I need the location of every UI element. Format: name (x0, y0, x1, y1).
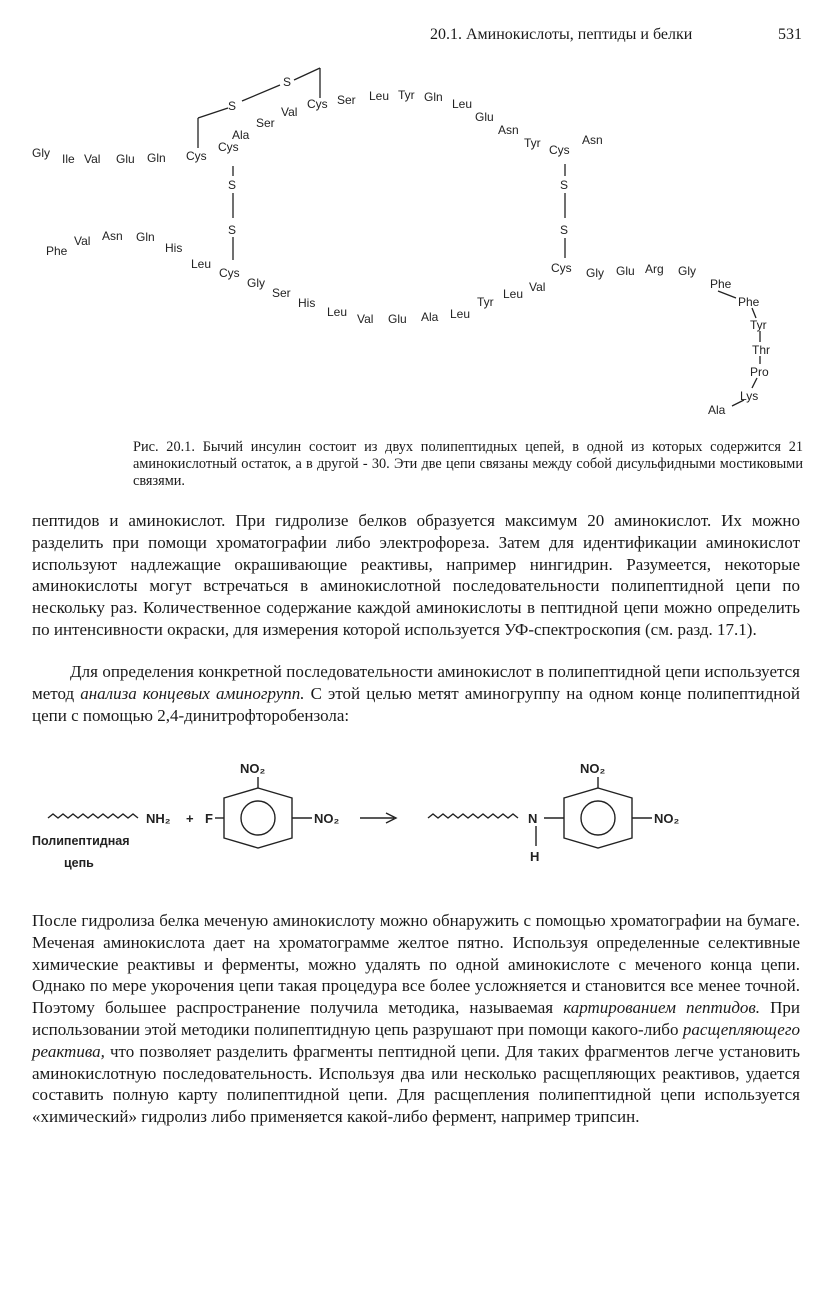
amino-group: NH₂ (146, 811, 171, 826)
residue: Leu (450, 307, 471, 321)
residue: Phe (738, 295, 760, 309)
residue: Ile (62, 152, 75, 166)
residue: Tyr (524, 136, 541, 150)
sulfur-atom: S (228, 178, 237, 192)
residue: Lys (740, 389, 759, 403)
figure-caption: Рис. 20.1. Бычий инсулин состоит из двух полипептидных цепей, в одной из которых содержится 21 аминокислотный остаток, а в другой - 30. Эти две цепи связаны между собой дисульфидными мостиковыми связями. (133, 439, 803, 489)
residue: Pro (750, 365, 769, 379)
residue: His (298, 296, 316, 310)
residue: Thr (752, 343, 770, 357)
residue: Ala (232, 128, 250, 142)
residue: Phe (46, 244, 68, 258)
residue: His (165, 241, 183, 255)
residue: Glu (116, 152, 135, 166)
residue: Gln (424, 90, 443, 104)
polypeptide-chain-wave (428, 814, 518, 818)
paragraph-text: После гидролиза белка меченую аминокислоту можно обнаружить с помощью хроматографии на бумаге. Меченая аминокислота дает на хроматограмме желтое пятно. Используя определенные селективные химические реактивы и ферменты, можно удалять по одной аминокислоте с меченого конца цепи. Однако по мере укорочения цепи такая процедура все более усложняется и становится все менее точной. Поэтому большее распространение получила методика, называемая (32, 911, 800, 1018)
nitro-group: NO₂ (240, 761, 266, 776)
residue: Val (281, 105, 298, 119)
residue: Gln (136, 230, 155, 244)
sulfur-atom: S (560, 223, 569, 237)
nitro-group: NO₂ (654, 811, 680, 826)
residue: Glu (616, 264, 635, 278)
paragraph-3 (32, 910, 800, 1128)
residue: Cys (219, 266, 240, 280)
residue: Leu (327, 305, 348, 319)
benzene-ring (564, 788, 632, 848)
sulfur-atom: S (228, 99, 237, 113)
residue: Gln (147, 151, 166, 165)
hydrogen-atom: H (530, 849, 540, 864)
nitrogen-atom: N (528, 811, 538, 826)
residue: Ser (272, 286, 291, 300)
residue: Val (529, 280, 546, 294)
plus-sign: + (186, 811, 194, 826)
residue: Ala (421, 310, 439, 324)
residue: Cys (307, 97, 328, 111)
residue: Gly (32, 146, 50, 160)
fluorine-atom: F (205, 811, 213, 826)
residue: Leu (369, 89, 390, 103)
term-end-group-analysis: анализа концевых аминогрупп. (80, 683, 305, 703)
polypeptide-label: цепь (64, 856, 94, 870)
paragraph-text: С этой целью метят аминогруппу на одном конце полипептидной цепи с помощью 2,4-динитрофторобензола: (32, 683, 800, 725)
residue: Arg (645, 262, 664, 276)
residue: Asn (498, 123, 519, 137)
residue: Cys (551, 261, 572, 275)
residue: Ala (708, 403, 726, 417)
residue: Leu (503, 287, 524, 301)
residue: Tyr (477, 295, 494, 309)
residue: Cys (218, 140, 239, 154)
sulfur-atom: S (228, 223, 237, 237)
residue: Gly (247, 276, 265, 290)
residue: Gly (678, 264, 696, 278)
residue: Val (357, 312, 374, 326)
paragraph-text: что позволяет разделить фрагменты пептидной цепи. Для таких фрагментов легче установить аминокислотную последовательность. Используя два или несколько расщепляющих реактивов, удается составить полную карту полипептидной цепи. Для расщепления полипептидной цепи используется «химический» гидролиз либо применяется какой-либо фермент, например трипсин. (32, 1041, 800, 1127)
polypeptide-chain-wave (48, 814, 138, 818)
residue: Leu (191, 257, 212, 271)
residue: Tyr (398, 88, 415, 102)
paragraph-text: Для определения конкретной последовательности аминокислот в полипептидной цепи используется метод (32, 662, 800, 703)
sulfur-atom: S (560, 178, 569, 192)
nitro-group: NO₂ (314, 811, 340, 826)
residue: Val (84, 152, 101, 166)
polypeptide-label: Полипептидная (32, 834, 130, 848)
residue: Asn (102, 229, 123, 243)
residue: Ser (256, 116, 275, 130)
benzene-ring (224, 788, 292, 848)
residue: Glu (475, 110, 494, 124)
nitro-group: NO₂ (580, 761, 606, 776)
sulfur-atom: S (283, 75, 292, 89)
paragraph-text: При использовании этой методики полипептидную цепь разрушают при помощи какого-либо (32, 998, 801, 1039)
section-title: 20.1. Аминокислоты, пептиды и белки (430, 26, 693, 43)
residue: Cys (549, 143, 570, 157)
residue: Gly (586, 266, 604, 280)
residue: Phe (710, 277, 732, 291)
residue: Cys (186, 149, 207, 163)
paragraph-text: пептидов и аминокислот. При гидролизе белков образуется максимум 20 аминокислот. Их можно разделить при помощи хроматографии либо электрофореза. Затем для идентификации аминокислот используют надлежащие окрашивающие реактивы, например нингидрин. Разумеется, некоторые аминокислоты могут встречаться в аминокислотной последовательности полипептидной цепи по нескольку раз. Количественное содержание каждой аминокислоты в пептидной цепи можно определить по интенсивности окраски, для измерения которой используется УФ-спектроскопия (см. разд. 17.1). (32, 511, 800, 639)
term-cleaving-reagent: расщепляющего реактива, (32, 1019, 800, 1061)
page-number: 531 (778, 26, 802, 43)
residue: Val (74, 234, 91, 248)
residue: Glu (388, 312, 407, 326)
term-peptide-mapping: картированием пептидов. (563, 998, 761, 1018)
residue: Asn (582, 133, 603, 147)
residue: Leu (452, 97, 473, 111)
residue: Ser (337, 93, 356, 107)
residue: Tyr (750, 318, 767, 332)
